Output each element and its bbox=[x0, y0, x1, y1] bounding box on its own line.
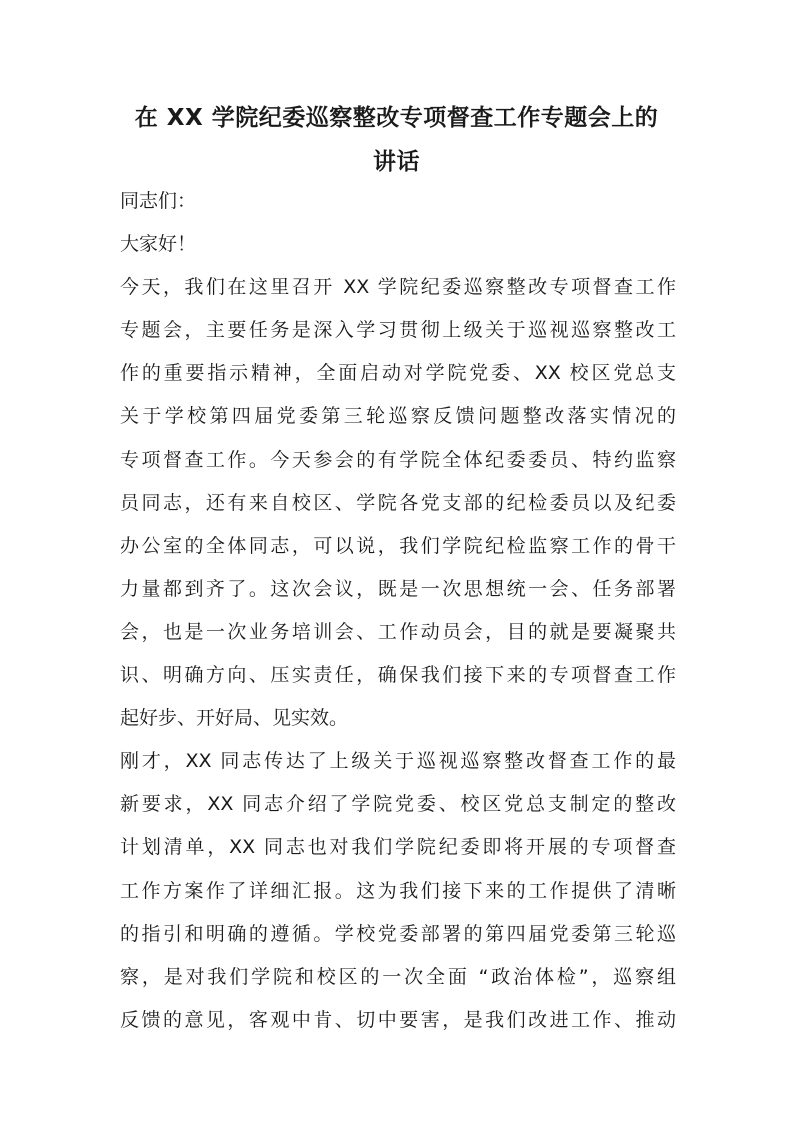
salutation: 同志们： bbox=[120, 190, 197, 212]
paragraph-line: 专项督查工作。今天参会的有学院全体纪委委员、特约监察 bbox=[120, 448, 676, 471]
paragraph-line: 工作方案作了详细汇报。这为我们接下来的工作提供了清晰 bbox=[120, 879, 676, 902]
paragraph-1 bbox=[120, 266, 676, 740]
paragraph-line: 察，是对我们学院和校区的一次全面 “政治体检”，巡察组 bbox=[120, 965, 676, 988]
paragraph-line: 起好步、开好局、见实效。 bbox=[120, 707, 349, 730]
greeting: 大家好！ bbox=[120, 233, 197, 256]
document-title-line-1: 在 XX 学院纪委巡察整改专项督查工作专题会上的 bbox=[134, 105, 659, 131]
paragraph-line: 作的重要指示精神，全面启动对学院党委、XX 校区党总支 bbox=[120, 362, 676, 385]
paragraph-line: 的指引和明确的遵循。学校党委部署的第四届党委第三轮巡 bbox=[120, 922, 676, 945]
paragraph-line: 识、明确方向、压实责任，确保我们接下来的专项督查工作 bbox=[120, 664, 676, 687]
paragraph-line: 会，也是一次业务培训会、工作动员会，目的就是要凝聚共 bbox=[120, 620, 676, 643]
paragraph-line: 员同志，还有来自校区、学院各党支部的纪检委员以及纪委 bbox=[120, 491, 676, 514]
paragraph-line: 关于学校第四届党委第三轮巡察反馈问题整改落实情况的 bbox=[120, 405, 676, 428]
paragraph-line: 反馈的意见，客观中肯、切中要害，是我们改进工作、推动 bbox=[120, 1008, 676, 1031]
paragraph-line: 专题会，主要任务是深入学习贯彻上级关于巡视巡察整改工 bbox=[120, 319, 676, 342]
document-title-line-2: 讲话 bbox=[373, 149, 420, 175]
paragraph-line: 刚才，XX 同志传达了上级关于巡视巡察整改督查工作的最 bbox=[120, 750, 676, 773]
paragraph-line: 办公室的全体同志，可以说，我们学院纪检监察工作的骨干 bbox=[120, 534, 676, 557]
paragraph-line: 计划清单，XX 同志也对我们学院纪委即将开展的专项督查 bbox=[120, 836, 676, 859]
paragraph-2 bbox=[120, 740, 676, 1042]
paragraph-line: 今天，我们在这里召开 XX 学院纪委巡察整改专项督查工作 bbox=[120, 276, 676, 299]
document-body bbox=[120, 180, 676, 1042]
paragraph-line: 力量都到齐了。这次会议，既是一次思想统一会、任务部署 bbox=[120, 577, 676, 600]
paragraph-line: 新要求，XX 同志介绍了学院党委、校区党总支制定的整改 bbox=[120, 793, 676, 816]
